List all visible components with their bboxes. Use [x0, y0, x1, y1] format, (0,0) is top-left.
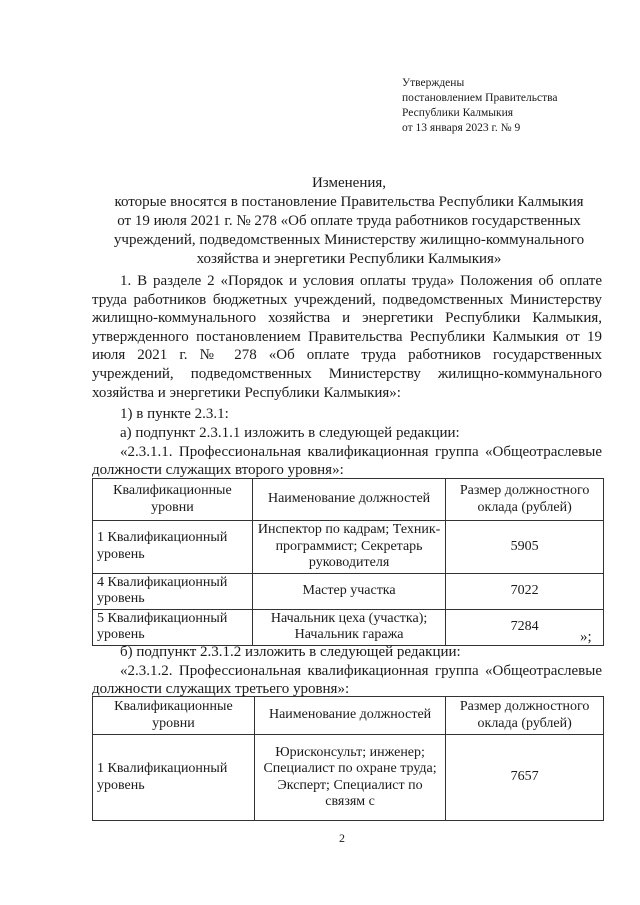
subpoint-b: б) подпункт 2.3.1.2 изложить в следующей редакции:	[120, 644, 461, 660]
table-row	[93, 521, 604, 574]
cell-level: 1 Квалификационный уровень	[93, 521, 253, 574]
document-title	[80, 174, 618, 269]
title-line: которые вносятся в постановление Правительства Республики Калмыкия	[114, 194, 584, 210]
approval-line: Республики Калмыкия	[402, 107, 514, 119]
page-number: 2	[339, 831, 345, 845]
approval-stamp	[402, 76, 558, 136]
approval-line: Утверждены	[402, 77, 465, 89]
table-row	[93, 735, 604, 821]
cell-positions: Мастер участка	[252, 573, 445, 609]
cell-salary: 7657	[446, 735, 604, 821]
table-header-row	[93, 697, 604, 735]
header-salary: Размер должностного оклада (рублей)	[446, 479, 604, 521]
header-positions: Наименование должностей	[252, 479, 445, 521]
header-salary: Размер должностного оклада (рублей)	[446, 697, 604, 735]
title-line: хозяйства и энергетики Республики Калмыкия»	[196, 251, 502, 267]
cell-positions: Юрисконсульт; инженер; Специалист по охране труда; Эксперт; Специалист по связям с	[254, 735, 446, 821]
cell-level: 1 Квалификационный уровень	[93, 735, 255, 821]
title-line: учреждений, подведомственных Министерству жилищно-коммунального	[113, 232, 585, 248]
header-level: Квалификационные уровни	[93, 479, 253, 521]
approval-line: от 13 января 2023 г. № 9	[402, 122, 521, 134]
cell-salary: 7022	[446, 573, 604, 609]
header-positions: Наименование должностей	[254, 697, 446, 735]
title-heading: Изменения,	[311, 175, 387, 191]
closing-quote: »;	[580, 629, 592, 645]
approval-line: постановлением Правительства	[402, 92, 558, 104]
cell-salary: 7284	[446, 609, 604, 645]
table-row	[93, 609, 604, 645]
table-header-row	[93, 479, 604, 521]
group2-title-line2: должности служащих третьего уровня»:	[92, 681, 350, 697]
group1-title-line1: «2.3.1.1. Профессиональная квалификационная группа «Общеотраслевые	[120, 444, 602, 460]
group2-title-line1: «2.3.1.2. Профессиональная квалификационная группа «Общеотраслевые	[120, 663, 602, 679]
qualification-table-1	[92, 478, 604, 646]
cell-level: 5 Квалификационный уровень	[93, 609, 253, 645]
cell-salary: 5905	[446, 521, 604, 574]
group1-title-line2: должности служащих второго уровня»:	[92, 462, 344, 478]
qualification-table-2	[92, 696, 604, 821]
paragraph-1: 1. В разделе 2 «Порядок и условия оплаты труда» Положения об оплате труда работников бюджетных учреждений, подведомственных Министерству жилищно-коммунального хозяйства и энергетики Республики Калмыкия, утвержденного постановлением Правительства Республики Калмыкия от 19 июля 2021 г. № 278 «Об оплате труда работников государственных учреждений, подведомственных Министерству жилищно-коммунального хозяйства и энергетики Республики Калмыкия»:	[92, 273, 602, 401]
point-1: 1) в пункте 2.3.1:	[120, 406, 229, 422]
subpoint-a: а) подпункт 2.3.1.1 изложить в следующей редакции:	[120, 425, 460, 441]
cell-positions: Начальник цеха (участка); Начальник гаража	[252, 609, 445, 645]
table-row	[93, 573, 604, 609]
header-level: Квалификационные уровни	[93, 697, 255, 735]
cell-positions: Инспектор по кадрам; Техник-программист; Секретарь руководителя	[252, 521, 445, 574]
cell-level: 4 Квалификационный уровень	[93, 573, 253, 609]
title-line: от 19 июля 2021 г. № 278 «Об оплате труда работников государственных	[117, 213, 581, 229]
